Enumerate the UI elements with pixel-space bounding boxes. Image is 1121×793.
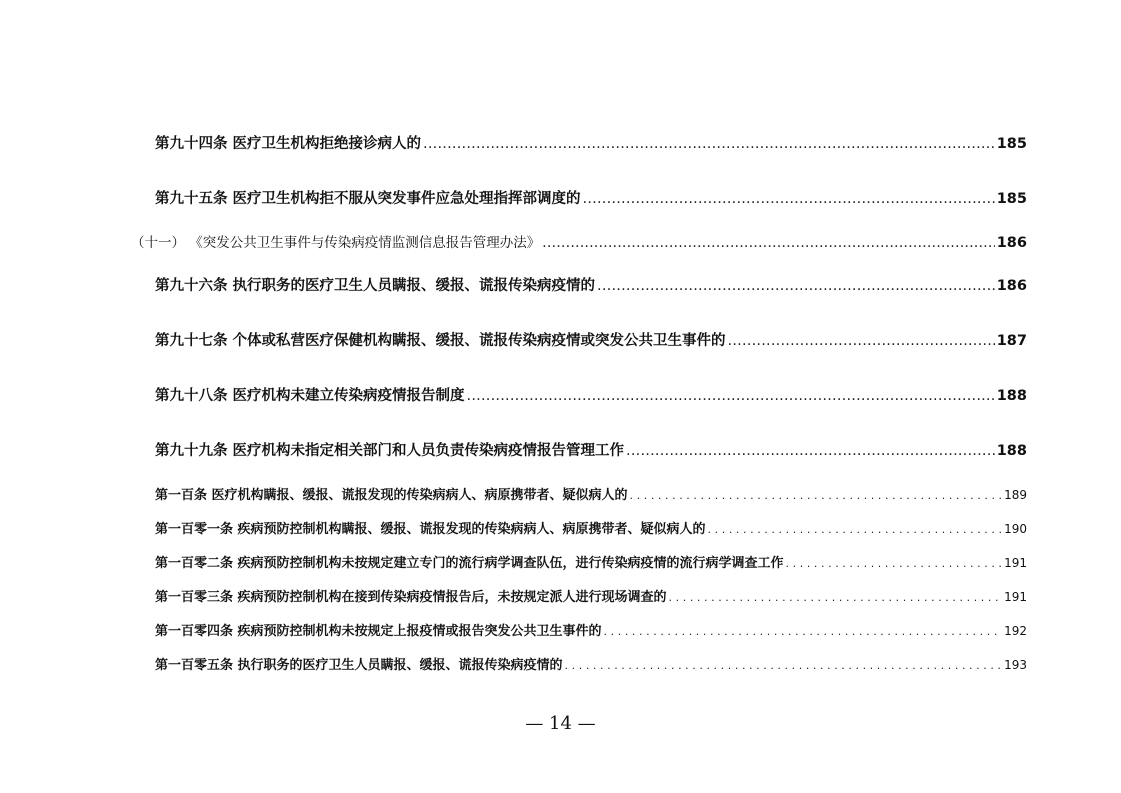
toc-entry-page: 185 bbox=[996, 191, 1027, 207]
toc-entry-page: 192 bbox=[1004, 624, 1027, 638]
toc-entry[interactable] bbox=[155, 518, 1027, 537]
toc-entry-title: 第九十六条 执行职务的医疗卫生人员瞒报、缓报、谎报传染病疫情的 bbox=[155, 278, 596, 294]
dot-leader bbox=[597, 278, 995, 294]
toc-entry-title: 第一百条 医疗机构瞒报、缓报、谎报发现的传染病病人、病原携带者、疑似病人的 bbox=[155, 488, 628, 503]
toc-entry-page: 187 bbox=[996, 333, 1027, 349]
toc-entry[interactable] bbox=[155, 620, 1027, 639]
toc-entry-page: 189 bbox=[1004, 488, 1027, 502]
toc-entry-page: 188 bbox=[996, 443, 1027, 459]
dot-leader bbox=[583, 191, 995, 207]
toc-entry[interactable] bbox=[155, 484, 1027, 503]
toc-entry-page: 190 bbox=[1004, 522, 1027, 536]
toc-entry-page: 191 bbox=[1004, 590, 1027, 604]
toc-entry-title: 第一百零三条 疾病预防控制机构在接到传染病疫情报告后，未按规定派人进行现场调查的 bbox=[155, 590, 667, 605]
toc-entry-page: 188 bbox=[996, 388, 1027, 404]
dot-leader bbox=[423, 136, 995, 152]
toc-entry[interactable] bbox=[155, 654, 1027, 673]
toc-entry-title: 第九十七条 个体或私营医疗保健机构瞒报、缓报、谎报传染病疫情或突发公共卫生事件的 bbox=[155, 333, 726, 349]
toc-entry-title: （十一） 《突发公共卫生事件与传染病疫情监测信息报告管理办法》 bbox=[131, 235, 541, 251]
dot-leader bbox=[786, 557, 1003, 570]
toc-entry-page: 191 bbox=[1004, 556, 1027, 570]
toc-entry-title: 第九十九条 医疗机构未指定相关部门和人员负责传染病疫情报告管理工作 bbox=[155, 443, 625, 459]
toc-section-heading[interactable] bbox=[131, 231, 1027, 251]
dot-leader bbox=[542, 235, 994, 251]
toc-entry-page: 193 bbox=[1004, 658, 1027, 672]
toc-entry[interactable] bbox=[155, 274, 1027, 295]
page-number-footer: — 14 — bbox=[525, 713, 596, 734]
dot-leader bbox=[626, 443, 995, 459]
toc-entry[interactable] bbox=[155, 586, 1027, 605]
dot-leader bbox=[467, 388, 995, 404]
toc-entry[interactable] bbox=[155, 552, 1027, 571]
toc-entry[interactable] bbox=[155, 329, 1027, 350]
toc-entry-title: 第九十四条 医疗卫生机构拒绝接诊病人的 bbox=[155, 136, 422, 152]
toc-entry[interactable] bbox=[155, 187, 1027, 208]
toc-entry-title: 第一百零二条 疾病预防控制机构未按规定建立专门的流行病学调查队伍，进行传染病疫情的流行病学调查工作 bbox=[155, 556, 784, 571]
dot-leader bbox=[728, 333, 995, 349]
toc-entry[interactable] bbox=[155, 132, 1027, 153]
toc-entry-title: 第一百零一条 疾病预防控制机构瞒报、缓报、谎报发现的传染病病人、病原携带者、疑似病人的 bbox=[155, 522, 706, 537]
toc-entry-title: 第一百零五条 执行职务的医疗卫生人员瞒报、缓报、谎报传染病疫情的 bbox=[155, 658, 563, 673]
dot-leader bbox=[565, 659, 1003, 672]
dot-leader bbox=[708, 523, 1003, 536]
toc-entry-title: 第九十八条 医疗机构未建立传染病疫情报告制度 bbox=[155, 388, 465, 404]
toc-entry[interactable] bbox=[155, 384, 1027, 405]
toc-entry[interactable] bbox=[155, 439, 1027, 460]
toc-entry-page: 186 bbox=[996, 235, 1027, 251]
dot-leader bbox=[669, 591, 1003, 604]
toc-entry-title: 第一百零四条 疾病预防控制机构未按规定上报疫情或报告突发公共卫生事件的 bbox=[155, 624, 602, 639]
toc-entry-page: 185 bbox=[996, 136, 1027, 152]
toc-entry-title: 第九十五条 医疗卫生机构拒不服从突发事件应急处理指挥部调度的 bbox=[155, 191, 581, 207]
toc-entry-page: 186 bbox=[996, 278, 1027, 294]
dot-leader bbox=[604, 625, 1003, 638]
dot-leader bbox=[630, 489, 1003, 502]
